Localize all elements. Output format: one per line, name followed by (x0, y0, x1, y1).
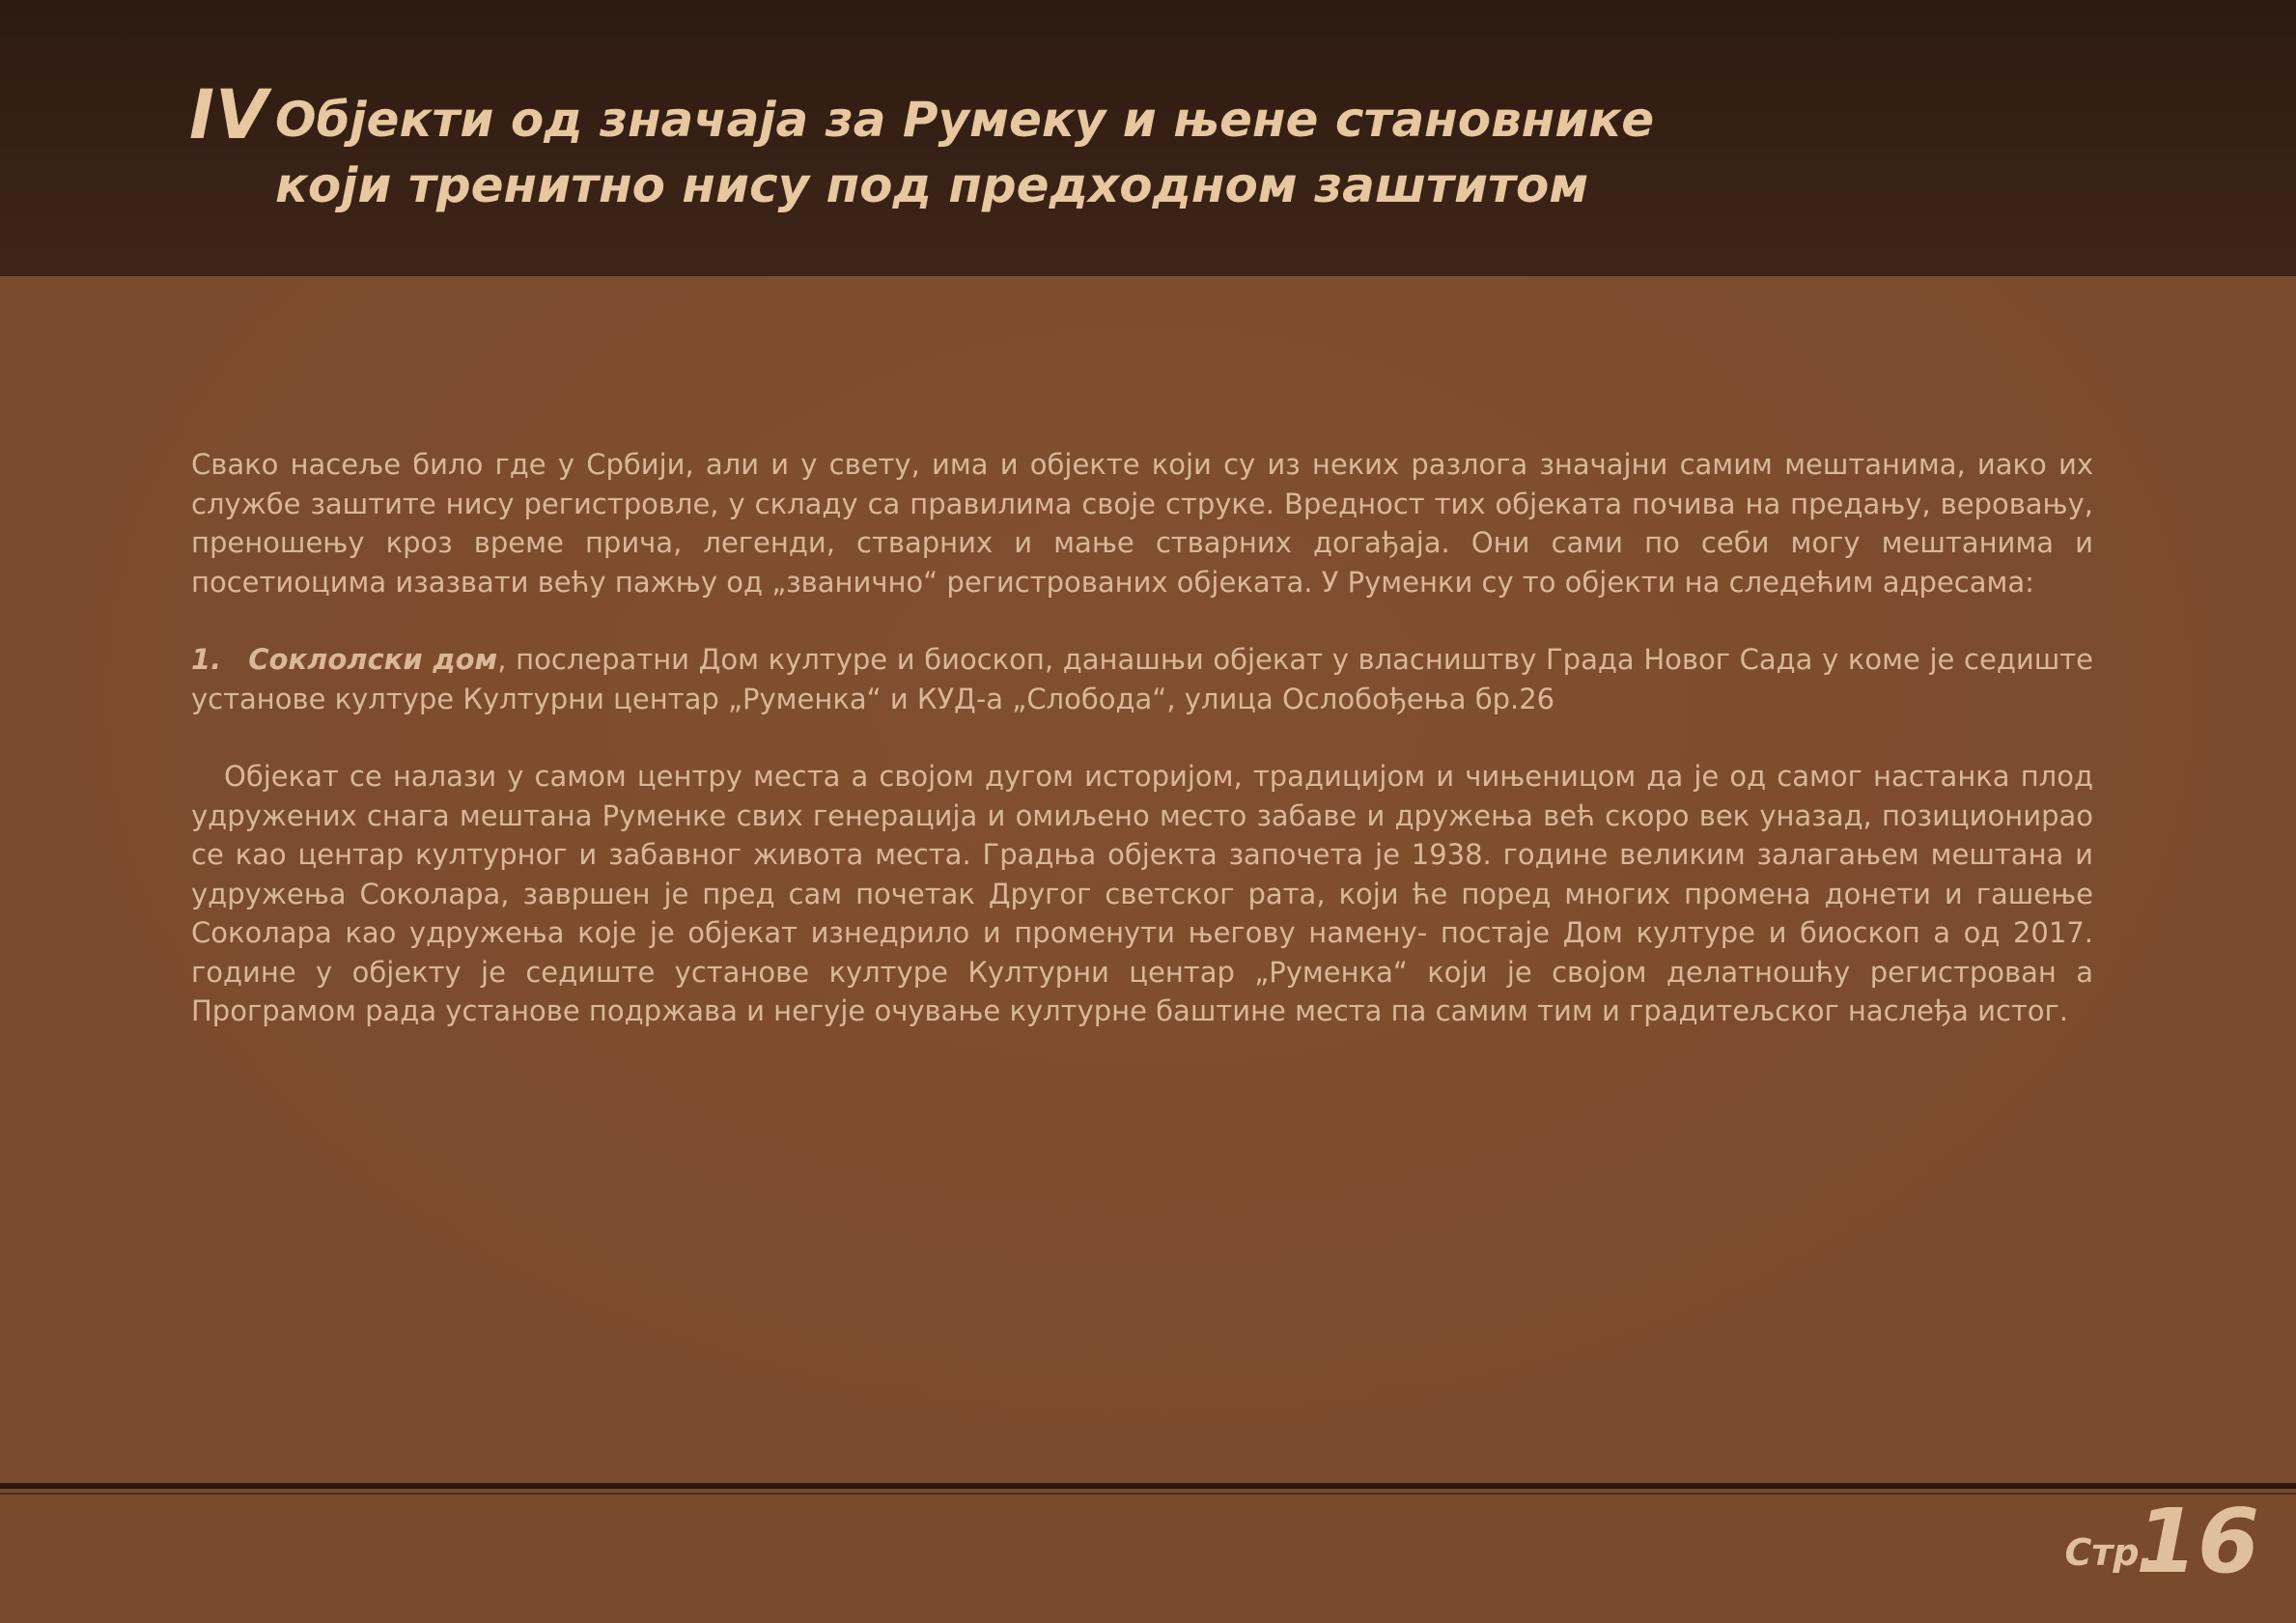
footer-divider-thin (0, 1493, 2296, 1495)
title-line-1: Објекти од значаја за Румеку и њене становнике (275, 92, 1655, 148)
description-paragraph: Објекат се налази у самом центру места а својом дугом историјом, традицијом и чињеницом да је од самог настанка плод удружених снага мештана Руменке свих генерација и омиљено место забаве и дружења већ скоро век уназад, позиционирао се као центар културног и забавног живота места. Градња објекта започета је 1938. године великим залагањем мештана и удружења Соколара, завршен је пред сам почетак Другог светског рата, који ће поред многих промена донети и гашење Соколара као удружења које је објекат изнедрило и променути његову намену- постаје Дом културе и биоскоп а од 2017. године у објекту је седиште установе културе Културни центар „Руменка“ који је својом делатношћу регистрован а Програмом рада установе подржава и негује очување културне баштине места па самим тим и градитељског наслеђа истог. (191, 760, 2093, 1027)
page-title (275, 87, 1654, 218)
list-item (191, 640, 2093, 718)
title-line-2: који тренитно нису под предходном заштитом (275, 157, 1589, 213)
list-item-number: 1. (191, 643, 222, 676)
page-footer (0, 1490, 2296, 1623)
intro-paragraph: Свако насеље било где у Србији, али и у свету, има и објекте који су из неких разлога значајни самим мештанима, иако их службе заштите нису регистровле, у складу са правилима своје струке. Вредност тих објеката почива на предању, веровању, преношењу кроз време прича, легенди, стварних и мање стварних догађаја. Они сами по себи могу мештанима и посетиоцима изазвати већу пажњу од „званично“ регистрованих објеката. У Руменки су то објекти на следећим адресама: (191, 448, 2093, 599)
chapter-number: IV (189, 75, 269, 154)
page-number: 16 (2135, 1490, 2259, 1593)
page-label: Стр. (2064, 1531, 2153, 1574)
list-item-text: , послератни Дом културе и биоскоп, данашњи објекат у власништву Града Новог Сада у коме је седиште установе културе Културни центар „Руменка“ и КУД-а „Слобода“, улица Ослобођења бр.26 (191, 643, 2093, 715)
page-header (0, 0, 2296, 276)
list-item-term: Соклолски дом (248, 643, 498, 676)
main-content (191, 445, 2093, 1070)
footer-divider (0, 1483, 2296, 1489)
